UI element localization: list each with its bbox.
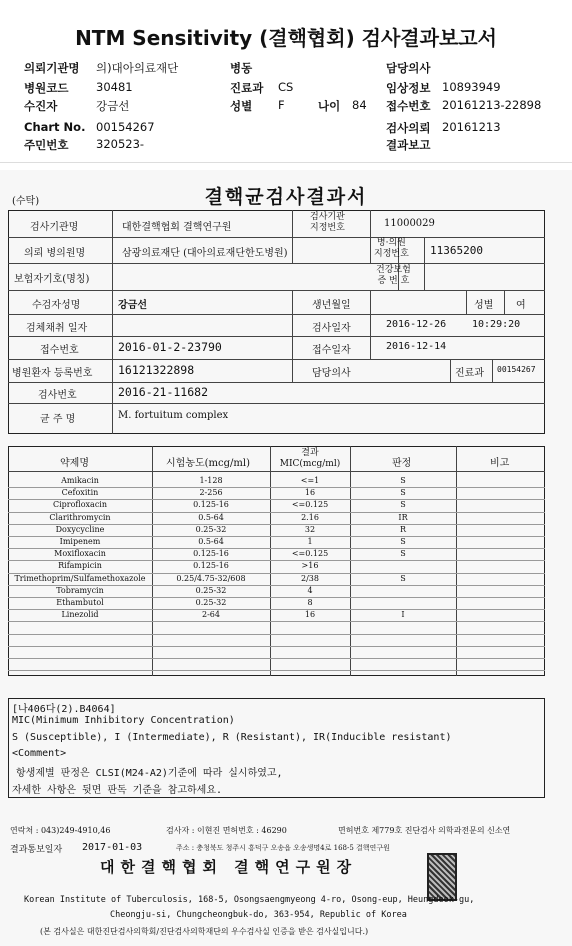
institution-value: 의)대아의료재단: [96, 61, 179, 75]
drug-name: Linezolid: [61, 610, 99, 620]
notes-code: [나406다(2).B4064]: [12, 704, 116, 715]
receipt-no-value: 20161213-22898: [442, 98, 542, 112]
drug-name: Doxycycline: [55, 524, 105, 534]
page-title: NTM Sensitivity (결핵협회) 검사결과보고서: [75, 26, 497, 50]
report-date-value: 2017-01-03: [82, 842, 143, 853]
insured-label: 보험자기호(명칭): [14, 274, 90, 285]
lab-no-value: 11000029: [384, 218, 435, 229]
birth-label: 생년월일: [312, 300, 351, 311]
notes-comment-1: 항생제별 판정은 CLSI(M24-A2)기준에 따라 실시하였고,: [16, 768, 283, 779]
chart-no-value: 00154267: [96, 120, 155, 134]
lab-no-label: 검사기관 지정번호: [310, 212, 345, 233]
collect-label: 검체채취 일자: [26, 323, 88, 334]
test-range: 0.125-16: [193, 500, 229, 510]
doc-dept-value: 00154267: [497, 365, 536, 374]
drug-name: Trimethoprim/Sulfamethoxazole: [14, 573, 146, 583]
doc-dept-label: 진료과: [455, 368, 484, 379]
th-interpretation: 판정: [392, 458, 412, 469]
hospital-code-value: 30481: [96, 80, 133, 94]
lab-value: 대한결핵협회 결핵연구원: [122, 222, 232, 233]
notes-mic: MIC(Minimum Inhibitory Concentration): [12, 715, 235, 726]
reg-label: 병원환자 등록번호: [12, 368, 93, 379]
rrn-value: 320523-: [96, 137, 145, 151]
sex-value: F: [278, 98, 285, 112]
mic-value: 1: [307, 537, 313, 546]
rrn-label: 주민번호: [24, 138, 69, 152]
bottom-note: (본 검사실은 대한진단검사의학회/진단검사의학재단의 우수검사실 인증을 받은 검사실입니다.): [40, 927, 369, 936]
age-value: 84: [352, 98, 367, 112]
th-drug: 약제명: [60, 458, 89, 469]
dept-value: CS: [278, 80, 294, 94]
report-label: 결과보고: [386, 138, 431, 152]
th-remark: 비고: [490, 458, 510, 469]
mic-value: <=0.125: [291, 500, 329, 510]
interpretation: I: [401, 610, 405, 620]
footer-address-ko: 주소 : 충청북도 청주시 흥덕구 오송읍 오송생명4로 168-5 결핵연구원: [176, 844, 390, 852]
chart-no-label: Chart No.: [24, 120, 86, 134]
request-value: 20161213: [442, 120, 501, 134]
consignment-mark: (수탁): [12, 196, 40, 207]
test-no-label: 검사번호: [38, 390, 77, 401]
divider: [0, 162, 572, 163]
mic-value: 8: [307, 598, 313, 607]
row-rule: [8, 634, 545, 635]
mic-value: 2/38: [301, 573, 319, 583]
test-date-value: 2016-12-26: [386, 319, 447, 330]
th-concentration: 시험농도(mcg/ml): [166, 458, 250, 469]
interpretation: S: [400, 488, 406, 498]
test-range: 0.5-64: [198, 537, 224, 546]
clinical-label: 임상정보: [386, 81, 431, 95]
request-label: 검사의뢰: [386, 121, 431, 135]
row-rule: [8, 646, 545, 647]
test-range: 0.125-16: [193, 561, 229, 571]
interpretation: IR: [398, 512, 408, 522]
official-seal: [427, 853, 457, 901]
drug-name: Amikacin: [61, 476, 99, 485]
test-range: 2-256: [199, 488, 223, 498]
test-range: 0.25-32: [195, 524, 227, 534]
interpretation: S: [400, 549, 406, 559]
patient-label: 수진자: [24, 99, 58, 113]
report-date-label: 결과통보일자: [10, 845, 63, 855]
drug-name: Rifampicin: [58, 561, 102, 571]
receipt-doc-label: 접수번호: [40, 345, 79, 356]
receipt-date-label: 접수일자: [312, 345, 351, 356]
drug-name: Tobramycin: [56, 585, 104, 595]
drug-name: Imipenem: [59, 537, 101, 546]
document-title: 결핵균검사결과서: [204, 186, 368, 208]
th-mic: 결과 MIC(mcg/ml): [279, 448, 341, 469]
mic-value: <=0.125: [291, 549, 329, 559]
hosp-no-value: 11365200: [430, 244, 483, 257]
req-hosp-label: 의뢰 병의원명: [24, 248, 86, 259]
dept-label: 진료과: [230, 81, 264, 95]
row-rule: [8, 658, 545, 659]
institution-label: 의뢰기관명: [24, 61, 80, 75]
doctor-label: 담당의사: [386, 61, 431, 75]
hospital-code-label: 병원코드: [24, 81, 69, 95]
drug-name: Ciprofloxacin: [52, 500, 108, 510]
test-time-value: 10:29:20: [472, 319, 521, 330]
req-hosp-value: 삼광의료재단 (대아의료재단한도병원): [122, 248, 288, 259]
address-en-2: Cheongju-si, Chungcheongbuk-do, 363-954, Republic of Korea: [110, 910, 407, 920]
notes-legend: S (Susceptible), I (Intermediate), R (Resistant), IR(Inducible resistant): [12, 732, 452, 743]
row-rule: [8, 670, 545, 671]
notes-comment-2: 자세한 사항은 뒷면 판독 기준을 참고하세요.: [12, 785, 223, 796]
mic-value: <=1: [300, 476, 320, 485]
lab-label: 검사기관명: [30, 222, 79, 233]
doc-doctor-label: 담당의사: [312, 368, 351, 379]
mic-value: 4: [307, 585, 313, 595]
health-label: 건강보험 증 번 호: [376, 265, 411, 286]
footer-contact: 연락처 : 043)249-4910,46: [10, 826, 111, 835]
clinical-value: 10893949: [442, 80, 501, 94]
mic-value: 2.16: [301, 512, 319, 522]
test-range: 0.5-64: [198, 512, 224, 522]
drug-name: Clarithromycin: [49, 512, 111, 522]
mic-value: 32: [304, 524, 316, 534]
org-name: 대한결핵협회 결핵연구원장: [100, 858, 358, 876]
address-en-1: Korean Institute of Tuberculosis, 168-5, Osongsaengmyeong 4-ro, Osong-eup, Heungdeok-gu,: [24, 895, 475, 905]
interpretation: S: [400, 573, 406, 583]
receipt-doc-value: 2016-01-2-23790: [118, 340, 222, 354]
mic-value: 16: [304, 610, 316, 620]
sex-doc-value: 여: [516, 300, 526, 311]
mic-value: >16: [301, 561, 319, 571]
test-range: 0.25/4.75-32/608: [176, 573, 246, 583]
test-range: 0.25-32: [195, 585, 227, 595]
test-range: 0.125-16: [193, 549, 229, 559]
scanned-document: [0, 170, 572, 946]
hosp-no-label: 병·의원 지정번호: [374, 238, 409, 259]
drug-name: Moxifloxacin: [54, 549, 106, 559]
receipt-date-value: 2016-12-14: [386, 341, 447, 352]
test-no-value: 2016-21-11682: [118, 385, 209, 399]
drug-name: Cefoxitin: [61, 488, 99, 498]
mic-value: 16: [304, 488, 316, 498]
drug-name: Ethambutol: [56, 598, 104, 607]
name-value: 강금선: [118, 300, 147, 311]
row-rule: [8, 621, 545, 622]
strain-label: 균 주 명: [40, 414, 76, 425]
sex-label: 성별: [230, 99, 253, 113]
patient-value: 강금선: [96, 99, 130, 113]
test-range: 2-64: [202, 610, 220, 620]
notes-comment-label: <Comment>: [12, 748, 67, 759]
test-range: 0.25-32: [195, 598, 227, 607]
footer-examiner: 검사자 : 이현진 면허번호 : 46290: [166, 826, 287, 835]
name-label: 수검자성명: [32, 300, 81, 311]
reg-value: 16121322898: [118, 363, 195, 377]
sex-doc-label: 성별: [474, 300, 494, 311]
ward-label: 병동: [230, 61, 253, 75]
report-header: [0, 0, 572, 160]
strain-value: M. fortuitum complex: [118, 410, 229, 421]
test-date-label: 검사일자: [312, 323, 351, 334]
interpretation: S: [400, 476, 406, 485]
interpretation: S: [400, 500, 406, 510]
test-range: 1-128: [199, 476, 223, 485]
age-label: 나이: [318, 99, 341, 113]
receipt-no-label: 접수번호: [386, 99, 431, 113]
footer-cert: 면허번호 제779호 진단검사 의학과전문의 신소연: [338, 826, 511, 835]
interpretation: S: [400, 537, 406, 546]
interpretation: R: [399, 524, 407, 534]
